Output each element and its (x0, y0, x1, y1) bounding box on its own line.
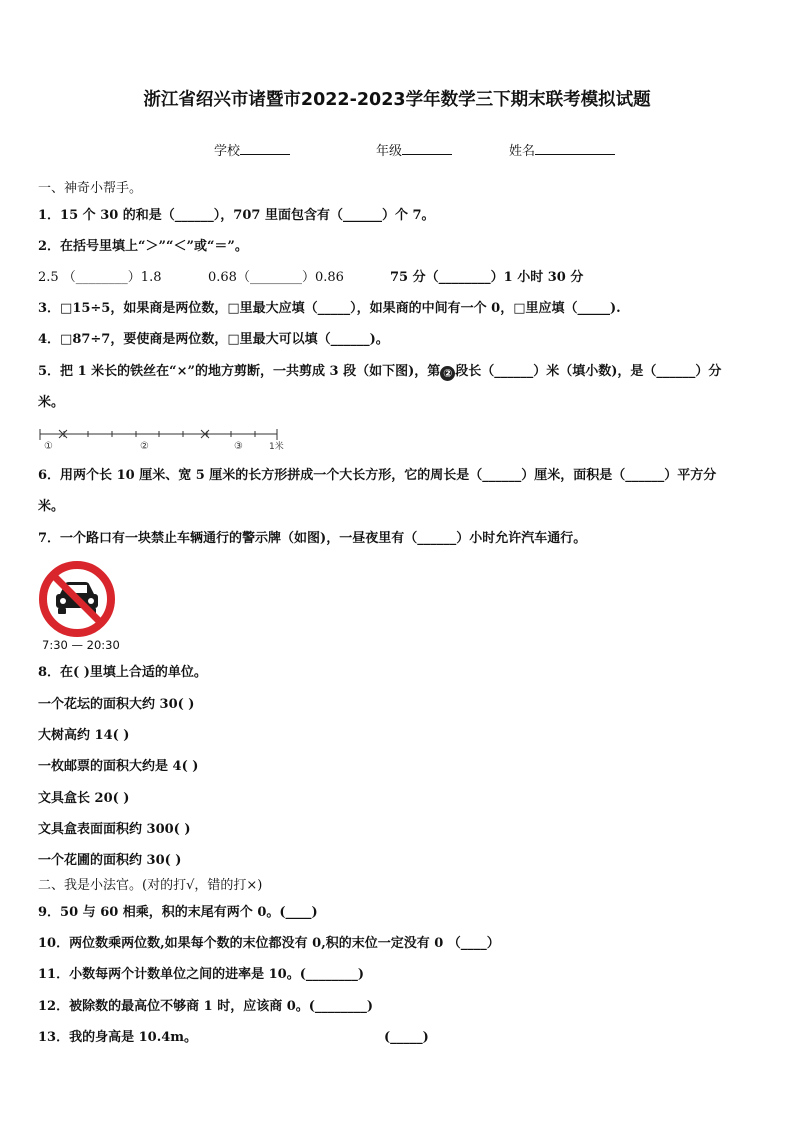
page-title: 浙江省绍兴市诸暨市2022-2023学年数学三下期末联考模拟试题 (143, 90, 651, 110)
grade-label: 年级 (376, 144, 403, 159)
school-field (214, 140, 290, 159)
question-8: 8．在( )里填上合适的单位。 (38, 665, 207, 680)
name-label: 姓名 (509, 144, 536, 159)
question-10: 10．两位数乘两位数,如果每个数的末位都没有 0,积的末位一定没有 0 （____） (38, 936, 500, 951)
grade-field (376, 140, 452, 159)
section1-heading: 一、神奇小帮手。 (38, 181, 143, 196)
name-blank[interactable] (535, 142, 615, 155)
question-2: 2．在括号里填上“＞”“＜”或“＝”。 (38, 239, 248, 254)
question-1: 1．15 个 30 的和是（______），707 里面包含有（______）个 7。 (38, 208, 435, 223)
ruler-label-3: ③ (234, 441, 243, 452)
question-8-item-3: 一枚邮票的面积大约是 4( ) (38, 759, 199, 774)
question-6: 6．用两个长 10 厘米、宽 5 厘米的长方形拼成一个大长方形，它的周长是（______）厘米，面积是（______）平方分 (38, 468, 717, 483)
question-13: 13．我的身高是 10.4m。 (38, 1030, 198, 1045)
question-13-blank: (_____) (384, 1030, 429, 1045)
question-7: 7．一个路口有一块禁止车辆通行的警示牌（如图)，一昼夜里有（______）小时允许汽车通行。 (38, 531, 587, 546)
question-4: 4．□87÷7，要使商是两位数，□里最大可以填（______)。 (38, 332, 389, 347)
question-3: 3．□15÷5，如果商是两位数，□里最大应填（_____），如果商的中间有一个 0，□里应填（_____). (38, 301, 621, 316)
question-6-continued: 米。 (38, 499, 65, 514)
school-blank[interactable] (240, 142, 290, 155)
wire-ruler-diagram (37, 428, 287, 456)
question-8-item-5: 文具盒表面面积约 300( ) (38, 822, 191, 837)
circled-number-2: ② (440, 366, 455, 381)
question-8-item-2: 大树高约 14( ) (38, 728, 130, 743)
section2-heading: 二、我是小法官。(对的打√，错的打×) (38, 878, 263, 893)
ruler-label-1: ① (44, 441, 53, 452)
ruler-label-2: ② (140, 441, 149, 452)
ruler-label-1m: 1米 (269, 442, 284, 452)
name-field (509, 140, 615, 159)
question-8-item-6: 一个花圃的面积约 30( ) (38, 853, 182, 868)
question-8-item-4: 文具盒长 20( ) (38, 791, 130, 806)
question-11: 11．小数每两个计数单位之间的进率是 10。(________) (38, 967, 365, 982)
question-5-continued: 米。 (38, 395, 65, 410)
no-car-sign-icon (36, 558, 118, 644)
question-2-compare-1: 2.5 （________）1.8 (38, 270, 162, 285)
question-2-compare-3: 75 分（________）1 小时 30 分 (390, 270, 584, 285)
question-5-text-a: 5．把 1 米长的铁丝在“×”的地方剪断，一共剪成 3 段（如下图)，第 (38, 364, 441, 379)
school-label: 学校 (214, 144, 241, 159)
question-5-text-b: 段长（______）米（填小数)，是（______）分 (455, 364, 722, 379)
question-2-compare-2: 0.68（________）0.86 (208, 270, 344, 285)
question-12: 12．被除数的最高位不够商 1 时，应该商 0。(________) (38, 999, 374, 1014)
grade-blank[interactable] (402, 142, 452, 155)
sign-time-range: 7:30 — 20:30 (42, 638, 120, 652)
question-9: 9．50 与 60 相乘，积的末尾有两个 0。(____) (38, 905, 318, 920)
question-5 (38, 364, 721, 381)
question-8-item-1: 一个花坛的面积大约 30( ) (38, 697, 195, 712)
